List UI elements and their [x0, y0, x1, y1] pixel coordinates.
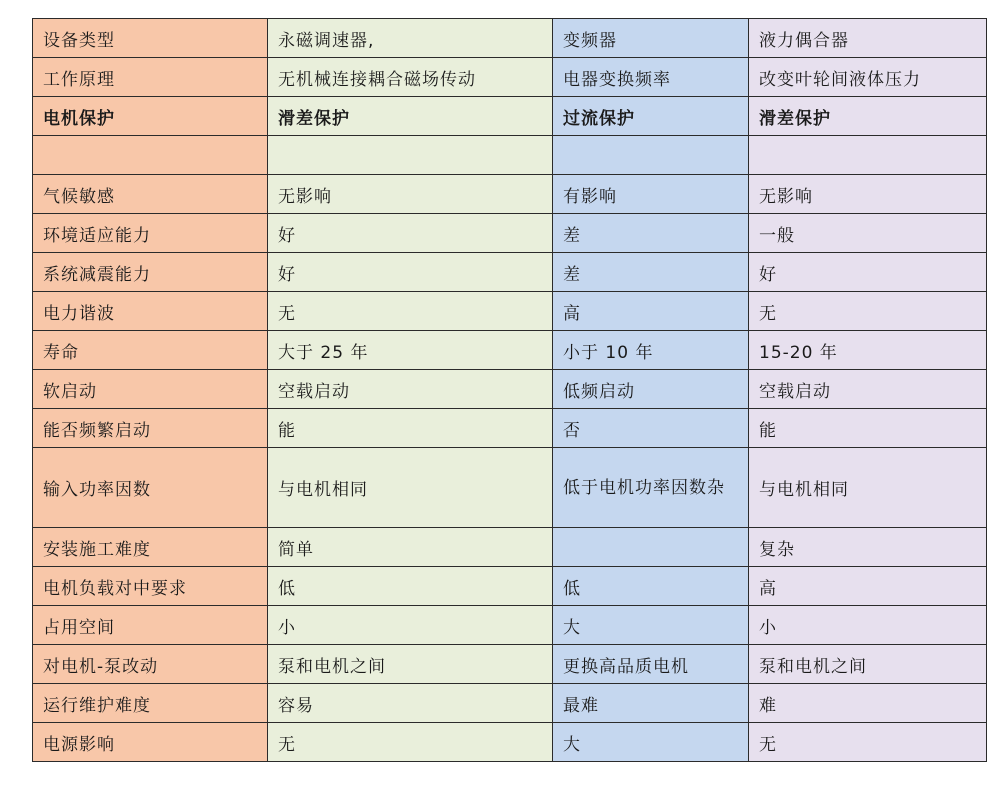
- cell-inverter: 大: [553, 606, 749, 645]
- cell-permanent-magnet: 无机械连接耦合磁场传动: [268, 58, 553, 97]
- cell-fluid-coupling: 一般: [749, 214, 987, 253]
- cell-fluid-coupling: 难: [749, 684, 987, 723]
- cell-fluid-coupling: 小: [749, 606, 987, 645]
- table-row: [33, 58, 987, 97]
- cell-permanent-magnet: 好: [268, 214, 553, 253]
- cell-permanent-magnet: 能: [268, 409, 553, 448]
- table-row: [33, 409, 987, 448]
- table-body: [33, 19, 987, 762]
- table-row: [33, 175, 987, 214]
- cell-fluid-coupling: 无: [749, 292, 987, 331]
- cell-permanent-magnet: 滑差保护: [268, 97, 553, 136]
- cell-permanent-magnet: 好: [268, 253, 553, 292]
- cell-inverter: 高: [553, 292, 749, 331]
- cell-inverter: [553, 528, 749, 567]
- cell-inverter: 大: [553, 723, 749, 762]
- cell-label: 电力谐波: [33, 292, 268, 331]
- table-row: [33, 606, 987, 645]
- cell-fluid-coupling: 泵和电机之间: [749, 645, 987, 684]
- cell-label: 设备类型: [33, 19, 268, 58]
- cell-label: 系统减震能力: [33, 253, 268, 292]
- cell-label: 气候敏感: [33, 175, 268, 214]
- cell-label: 运行维护难度: [33, 684, 268, 723]
- cell-label: 输入功率因数: [33, 448, 268, 528]
- cell-permanent-magnet: 泵和电机之间: [268, 645, 553, 684]
- table-row: [33, 370, 987, 409]
- cell-label: 电源影响: [33, 723, 268, 762]
- cell-permanent-magnet: 简单: [268, 528, 553, 567]
- cell-fluid-coupling: [749, 136, 987, 175]
- cell-fluid-coupling: 复杂: [749, 528, 987, 567]
- cell-permanent-magnet: 与电机相同: [268, 448, 553, 528]
- comparison-table-container: [32, 18, 986, 762]
- table-row: [33, 567, 987, 606]
- table-row: [33, 214, 987, 253]
- cell-inverter: 否: [553, 409, 749, 448]
- cell-inverter: 低: [553, 567, 749, 606]
- cell-fluid-coupling: 能: [749, 409, 987, 448]
- table-row: [33, 528, 987, 567]
- cell-permanent-magnet: 大于 25 年: [268, 331, 553, 370]
- cell-inverter: 差: [553, 253, 749, 292]
- cell-inverter: 低于电机功率因数杂: [553, 448, 749, 528]
- cell-label: 占用空间: [33, 606, 268, 645]
- table-row: [33, 331, 987, 370]
- cell-label: [33, 136, 268, 175]
- cell-permanent-magnet: 永磁调速器,: [268, 19, 553, 58]
- cell-fluid-coupling: 空载启动: [749, 370, 987, 409]
- cell-label: 安装施工难度: [33, 528, 268, 567]
- cell-inverter: 过流保护: [553, 97, 749, 136]
- cell-inverter: 有影响: [553, 175, 749, 214]
- cell-permanent-magnet: 无影响: [268, 175, 553, 214]
- cell-fluid-coupling: 无影响: [749, 175, 987, 214]
- table-row: [33, 645, 987, 684]
- table-row: [33, 253, 987, 292]
- cell-permanent-magnet: 无: [268, 292, 553, 331]
- table-row: [33, 723, 987, 762]
- cell-label: 电机负载对中要求: [33, 567, 268, 606]
- cell-fluid-coupling: 无: [749, 723, 987, 762]
- cell-inverter: 更换高品质电机: [553, 645, 749, 684]
- cell-label: 电机保护: [33, 97, 268, 136]
- cell-permanent-magnet: 低: [268, 567, 553, 606]
- cell-label: 能否频繁启动: [33, 409, 268, 448]
- cell-permanent-magnet: [268, 136, 553, 175]
- table-row: [33, 292, 987, 331]
- cell-inverter: [553, 136, 749, 175]
- cell-label: 对电机-泵改动: [33, 645, 268, 684]
- cell-fluid-coupling: 好: [749, 253, 987, 292]
- table-row: [33, 684, 987, 723]
- cell-fluid-coupling: 滑差保护: [749, 97, 987, 136]
- table-row: [33, 97, 987, 136]
- cell-inverter: 小于 10 年: [553, 331, 749, 370]
- cell-label: 寿命: [33, 331, 268, 370]
- cell-fluid-coupling: 高: [749, 567, 987, 606]
- cell-label: 软启动: [33, 370, 268, 409]
- cell-permanent-magnet: 空载启动: [268, 370, 553, 409]
- cell-fluid-coupling: 改变叶轮间液体压力: [749, 58, 987, 97]
- cell-fluid-coupling: 15-20 年: [749, 331, 987, 370]
- table-row: [33, 448, 987, 528]
- cell-inverter: 最难: [553, 684, 749, 723]
- cell-inverter: 差: [553, 214, 749, 253]
- cell-permanent-magnet: 容易: [268, 684, 553, 723]
- table-row: [33, 19, 987, 58]
- cell-inverter: 变频器: [553, 19, 749, 58]
- cell-fluid-coupling: 液力偶合器: [749, 19, 987, 58]
- speed-control-comparison-table: [32, 18, 987, 762]
- cell-permanent-magnet: 无: [268, 723, 553, 762]
- cell-label: 环境适应能力: [33, 214, 268, 253]
- cell-label: 工作原理: [33, 58, 268, 97]
- cell-inverter: 电器变换频率: [553, 58, 749, 97]
- cell-inverter: 低频启动: [553, 370, 749, 409]
- table-row: [33, 136, 987, 175]
- cell-permanent-magnet: 小: [268, 606, 553, 645]
- cell-fluid-coupling: 与电机相同: [749, 448, 987, 528]
